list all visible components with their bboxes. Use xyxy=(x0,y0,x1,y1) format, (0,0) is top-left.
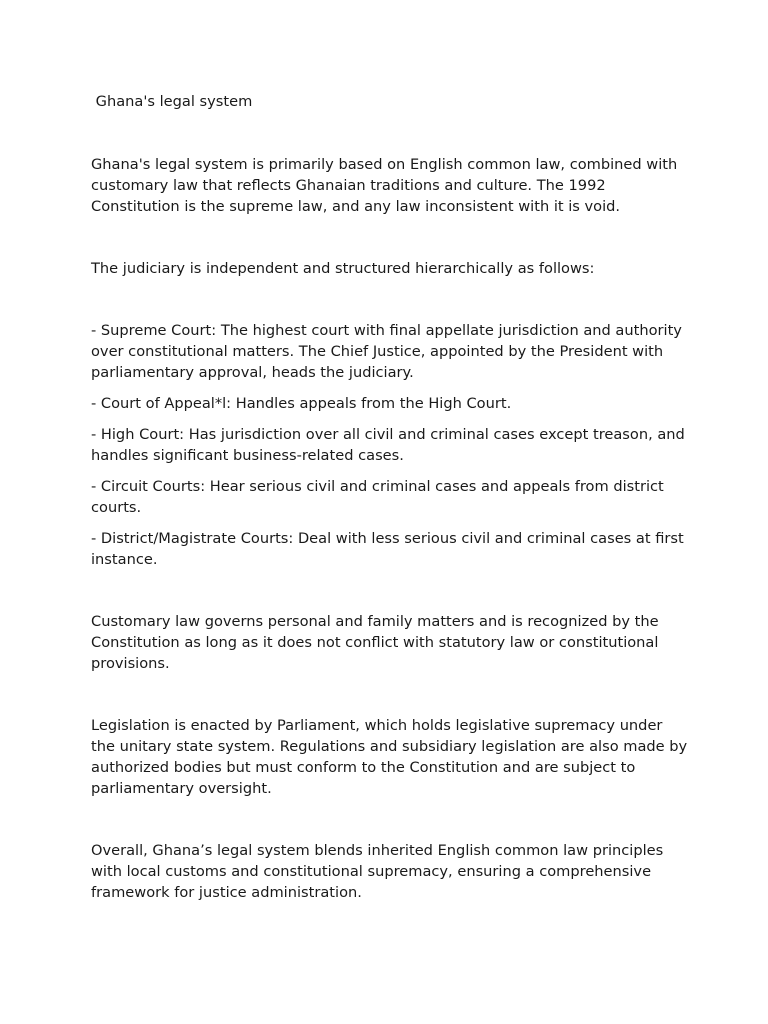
court-item-circuit: - Circuit Courts: Hear serious civil and criminal cases and appeals from district courts. xyxy=(91,478,664,516)
court-item-supreme: - Supreme Court: The highest court with final appellate jurisdiction and authority over constitutional matters. The Chief Justice, appointed by the President with parliamentary approval, heads the judiciary. xyxy=(91,322,682,381)
court-item-district: - District/Magistrate Courts: Deal with less serious civil and criminal cases at first instance. xyxy=(91,530,684,568)
paragraph-intro: Ghana's legal system is primarily based on English common law, combined with customary law that reflects Ghanaian traditions and culture. The 1992 Constitution is the supreme law, and any law inconsistent with it is void. xyxy=(91,156,678,215)
court-item-high: - High Court: Has jurisdiction over all civil and criminal cases except treason, and handles significant business-related cases. xyxy=(91,426,685,464)
paragraph-customary-law: Customary law governs personal and family matters and is recognized by the Constitution as long as it does not conflict with statutory law or constitutional provisions. xyxy=(91,613,659,672)
court-list xyxy=(91,320,691,580)
paragraph-judiciary: The judiciary is independent and structured hierarchically as follows: xyxy=(91,260,595,277)
paragraph-overall: Overall, Ghana’s legal system blends inherited English common law principles with local customs and constitutional supremacy, ensuring a comprehensive framework for justice administration. xyxy=(91,842,664,901)
document-title: Ghana's legal system xyxy=(91,93,253,110)
paragraph-legislation: Legislation is enacted by Parliament, which holds legislative supremacy under the unitary state system. Regulations and subsidiary legislation are also made by authorized bodies but must conform to the Constitution and are subject to parliamentary oversight. xyxy=(91,717,688,797)
court-item-appeal: - Court of Appeal*l: Handles appeals from the High Court. xyxy=(91,395,512,412)
